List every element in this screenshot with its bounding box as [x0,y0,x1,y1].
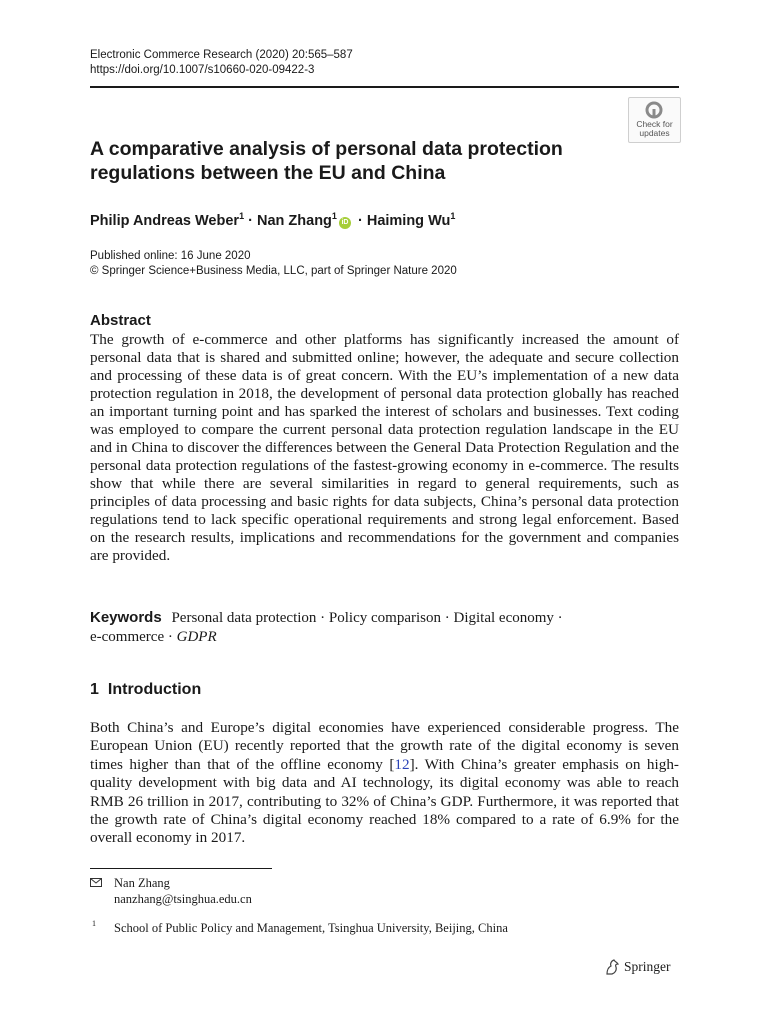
keyword: e-commerce [90,629,165,645]
copyright-notice: © Springer Science+Business Media, LLC, part of Springer Nature 2020 [90,265,457,277]
author-affil-mark: 1 [331,211,337,221]
keyword-separator: · [557,610,563,626]
author-separator: · [248,212,253,229]
crossmark-icon [645,101,663,119]
keyword: Policy comparison [328,610,441,626]
header-rule [90,86,679,88]
section-heading [90,680,201,700]
intro-text-part-2: ]. With China’s greater emphasis on high-quality development with big data and AI technology, its digital economy was able to reach RMB 26 trillion in 2017, contributing to 32% of China’s GDP. Furthermore, it was reported that the growth rate of China’s digital economy reached 18% compared to a rate of 6.9% for the overall economy in 2017. [90,755,679,847]
keyword: GDPR [176,629,217,645]
title-line-2: regulations between the EU and China [90,162,446,184]
keyword: Personal data protection [171,610,317,626]
publisher-name: Springer [624,959,671,975]
citation-link[interactable]: 12 [394,755,410,773]
affiliation-text: School of Public Policy and Management, Tsinghua University, Beijing, China [114,921,508,935]
keyword-separator: · [167,629,173,645]
contact-email[interactable]: nanzhang@tsinghua.edu.cn [114,892,252,906]
check-for-updates-badge[interactable] [628,97,681,143]
title-line-1: A comparative analysis of personal data protection [90,138,563,160]
footnote-rule [90,868,272,869]
published-date: Published online: 16 June 2020 [90,250,251,262]
badge-line-1: Check for [636,119,673,129]
section-title: Introduction [107,681,202,698]
abstract-text: The growth of e-commerce and other platforms has significantly increased the amount of personal data that is shared and submitted online; however, the adequate and secure collection and processing of these data is of great concern. With the EU’s implementation of a new data protection regulation in 2018, the development of personal data protection globally has reached an important turning point and has sparked the interest of scholars and businesses. Text coding was employed to compare the current personal data protection regulation landscape in the EU and in China to discover the differences between the General Data Protection Regulation and the personal data protection regulations of the fastest-growing economy in e-commerce. The results show that while there are several similarities in regard to general requirements, such as principles of data processing and basic rights for data subjects, China’s personal data protection regulations tend to lack specific operational requirements and strong legal enforcement. Based on the research results, implications and recommendations for the government and companies are provided. [90,331,679,564]
keyword: Digital economy [453,610,554,626]
author-name[interactable]: Nan Zhang [257,212,332,229]
publication-info [90,249,457,279]
author-name[interactable]: Philip Andreas Weber [90,212,240,229]
author-affil-mark: 1 [239,211,245,221]
intro-paragraph [90,719,679,848]
springer-horse-icon [604,959,620,976]
contact-name: Nan Zhang [114,876,170,890]
orcid-icon[interactable]: iD [339,217,351,229]
journal-header [90,48,353,78]
badge-label [629,120,680,138]
journal-citation: Electronic Commerce Research (2020) 20:565–587 [90,49,353,61]
abstract-heading: Abstract [90,312,151,329]
author-separator: · [357,212,363,229]
affiliation-mark: 1 [92,919,96,928]
badge-line-2: updates [639,128,670,138]
author-affil-mark: 1 [450,211,456,221]
keywords [90,608,679,647]
paper-title [90,137,610,185]
keyword-separator: · [444,610,450,626]
doi-link[interactable]: https://doi.org/10.1007/s10660-020-09422-3 [90,64,315,76]
intro-text-part-1: Both China’s and Europe’s digital economies have experienced considerable progress. The European Union (EU) recently reported that the growth rate of the digital economy is seven times higher than that of the offline economy [ [90,719,679,773]
author-name[interactable]: Haiming Wu [366,212,451,229]
author-list [90,206,455,231]
keywords-heading: Keywords [90,609,162,626]
springer-logo [604,958,671,978]
keyword-separator: · [320,610,326,626]
section-number: 1 [90,681,99,698]
envelope-icon [90,878,102,887]
